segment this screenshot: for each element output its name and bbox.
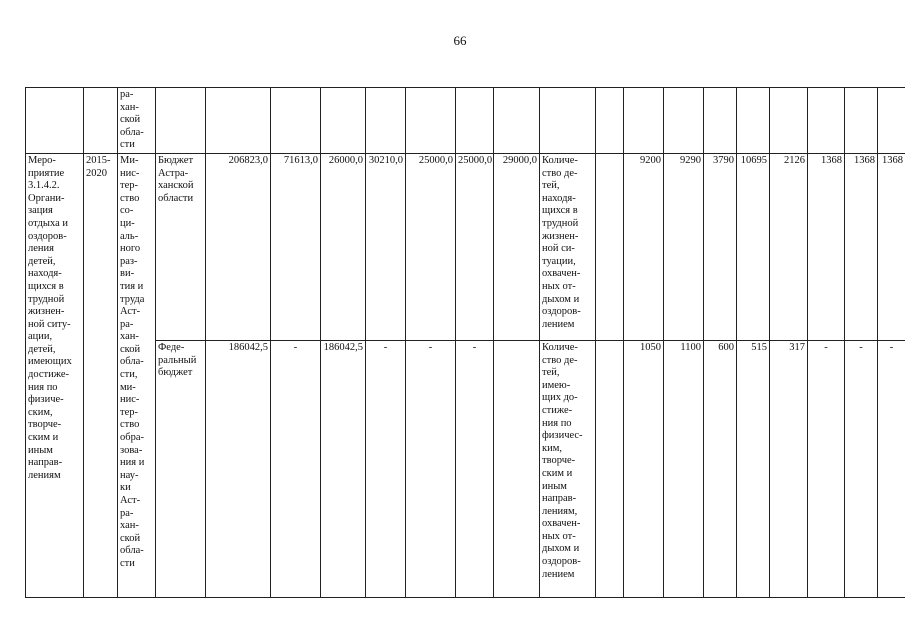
executor-cell: Ми- нис- тер- ство со- ци- aль- ного раз- ви- тия и труда Аст- ра- хан- ской обла- сти, ми- нис- тер- ство обра- зова- ния и нау- ки Аст- ра- хан- ской обла- сти [118,153,156,597]
indicator-value-cell: 1100 [664,340,704,597]
indicator-value-cell: 2126 [770,153,808,340]
base-value-cell [596,153,624,340]
year-2015-cell: - [271,340,321,597]
indicator-value-cell: 9290 [664,153,704,340]
year-2015-cell: 71613,0 [271,153,321,340]
funding-source-cell: Бюджет Астра- ханской области [156,153,206,340]
indicator-value-cell: 1368 [878,153,905,340]
year-2016-cell: 26000,0 [321,153,366,340]
year-2020-cell: 29000,0 [494,153,540,340]
indicator-value-cell: - [808,340,845,597]
indicator-value-cell: - [845,340,878,597]
table-row [26,88,905,154]
indicator-value-cell: 1368 [845,153,878,340]
year-2018-cell: - [406,340,456,597]
period-cell [84,88,118,154]
year-2017-cell: 30210,0 [366,153,406,340]
measure-cell: Меро- приятие 3.1.4.2. Органи- зация отдыха и оздоров- ления детей, находя- щихся в трудной жизнен- ной ситу- ации, детей, имеющих достиже- ния по физиче- ским, творче- ским и иным направ- лениям [26,153,84,597]
indicator-value-cell: 317 [770,340,808,597]
indicator-value-cell: 9200 [624,153,664,340]
indicator-value-cell: 1368 [808,153,845,340]
base-value-cell [596,340,624,597]
total-cell: 186042,5 [206,340,271,597]
year-2019-cell: 25000,0 [456,153,494,340]
indicator-value-cell: 3790 [704,153,737,340]
year-2018-cell: 25000,0 [406,153,456,340]
indicator-value-cell: 515 [737,340,770,597]
page-number: 66 [453,33,467,48]
program-table [25,87,905,598]
indicator-value-cell: 600 [704,340,737,597]
indicator-value-cell: 1050 [624,340,664,597]
year-2019-cell: - [456,340,494,597]
executor-cell: ра- хан- ской обла- сти [118,88,156,154]
year-2017-cell: - [366,340,406,597]
funding-source-cell: Феде- ральный бюджет [156,340,206,597]
period-cell: 2015- 2020 [84,153,118,597]
year-2020-cell [494,340,540,597]
measure-cell [26,88,84,154]
year-2016-cell: 186042,5 [321,340,366,597]
indicator-value-cell: 10695 [737,153,770,340]
indicator-cell: Количе- ство де- тей, находя- щихся в трудной жизнен- ной си- туации, охвачен- ных от- дыхом и оздоров- лением [540,153,596,340]
total-cell: 206823,0 [206,153,271,340]
indicator-value-cell: - [878,340,905,597]
indicator-cell: Количе- ство де- тей, имею- щих до- стиже- ния по физичес- ким, творче- ским и иным направ- лениям, охвачен- ных от- дыхом и оздоров- лением [540,340,596,597]
table-row [26,153,905,340]
table-row [26,340,905,597]
